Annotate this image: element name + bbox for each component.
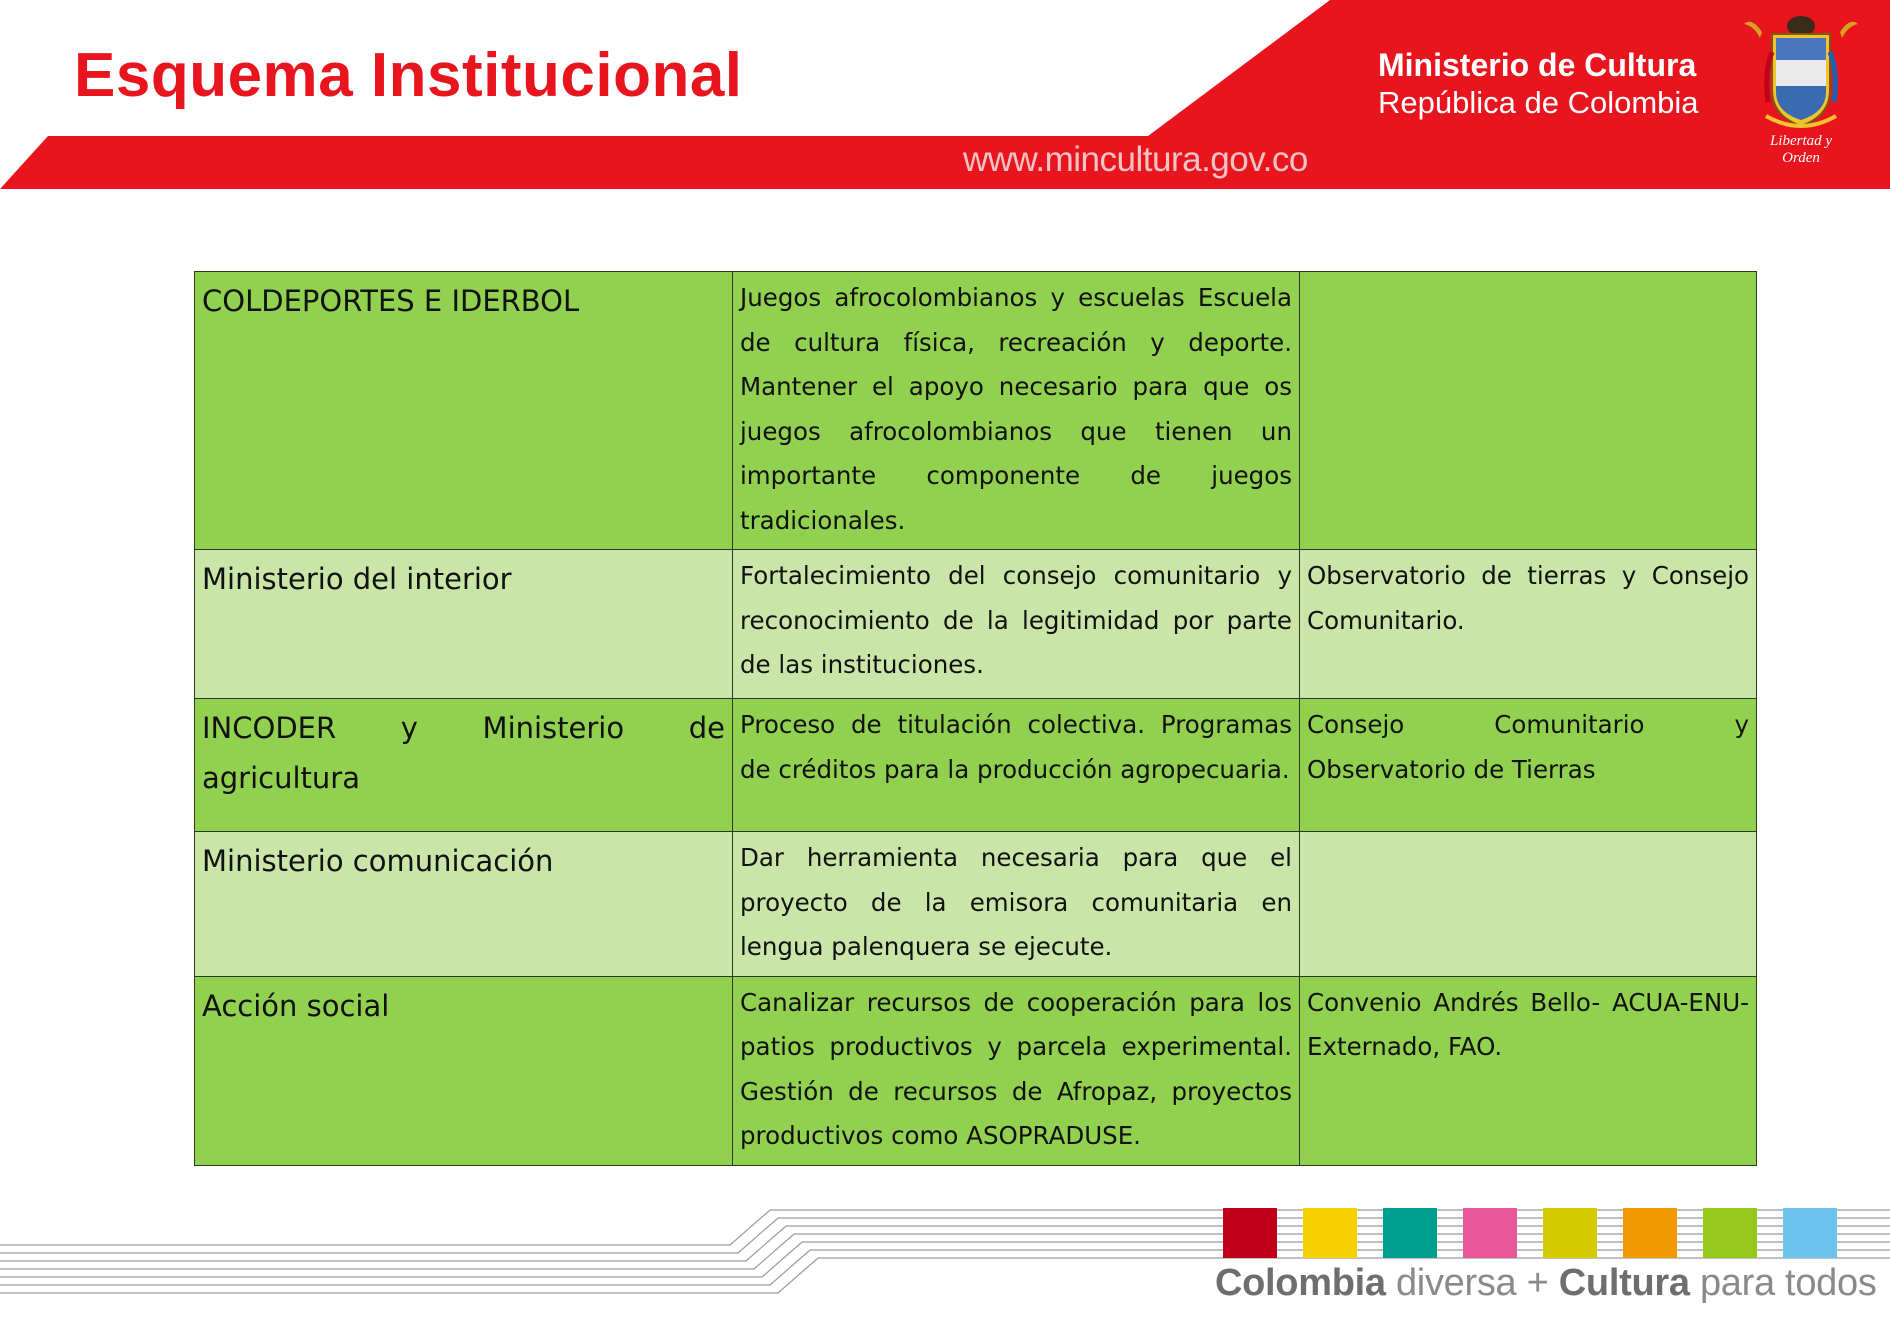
color-square bbox=[1463, 1208, 1517, 1258]
motto-text: Libertad y Orden bbox=[1769, 133, 1833, 166]
description-cell: Proceso de titulación colectiva. Programas de créditos para la producción agropecuaria. bbox=[733, 699, 1300, 832]
color-square bbox=[1383, 1208, 1437, 1258]
entity-cell: Acción social bbox=[195, 976, 733, 1165]
color-square bbox=[1783, 1208, 1837, 1258]
description-cell: Juegos afrocolombianos y escuelas Escuela de cultura física, recreación y deporte. Mantener el apoyo necesario para que os juegos afrocolombianos que tienen un importante componente de juegos tradicionales. bbox=[733, 272, 1300, 550]
footer-slogan bbox=[1215, 1262, 1877, 1305]
table-row bbox=[195, 272, 1757, 550]
slogan-cultura: Cultura bbox=[1558, 1262, 1690, 1304]
color-square bbox=[1623, 1208, 1677, 1258]
third-cell: Convenio Andrés Bello- ACUA-ENU-Externado, FAO. bbox=[1300, 976, 1757, 1165]
third-cell: Consejo Comunitario y Observatorio de Tierras bbox=[1300, 699, 1757, 832]
description-cell: Canalizar recursos de cooperación para los patios productivos y parcela experimental. Gestión de recursos de Afropaz, proyectos productivos como ASOPRADUSE. bbox=[733, 976, 1300, 1165]
entity-cell: INCODER y Ministerio de agricultura bbox=[195, 699, 733, 832]
color-square bbox=[1223, 1208, 1277, 1258]
table-row bbox=[195, 550, 1757, 699]
entity-cell: Ministerio del interior bbox=[195, 550, 733, 699]
website-url: www.mincultura.gov.co bbox=[963, 140, 1308, 179]
page-title: Esquema Institucional bbox=[74, 41, 743, 110]
color-square bbox=[1303, 1208, 1357, 1258]
table-row bbox=[195, 699, 1757, 832]
color-square bbox=[1703, 1208, 1757, 1258]
table-row bbox=[195, 832, 1757, 977]
color-square bbox=[1543, 1208, 1597, 1258]
table-row bbox=[195, 976, 1757, 1165]
entity-cell: Ministerio comunicación bbox=[195, 832, 733, 977]
description-cell: Fortalecimiento del consejo comunitario y reconocimiento de la legitimidad por parte de las instituciones. bbox=[733, 550, 1300, 699]
description-cell: Dar herramienta necesaria para que el proyecto de la emisora comunitaria en lengua palenquera se ejecute. bbox=[733, 832, 1300, 977]
third-cell bbox=[1300, 832, 1757, 977]
slogan-colombia: Colombia bbox=[1215, 1262, 1386, 1304]
institutional-table bbox=[194, 271, 1757, 1166]
slogan-para-todos: para todos bbox=[1689, 1262, 1877, 1304]
third-cell bbox=[1300, 272, 1757, 550]
slogan-diversa: diversa + bbox=[1385, 1262, 1559, 1304]
republic-name: República de Colombia bbox=[1378, 85, 1699, 120]
ministry-name: Ministerio de Cultura bbox=[1378, 47, 1697, 83]
entity-cell: COLDEPORTES E IDERBOL bbox=[195, 272, 733, 550]
coat-of-arms-icon bbox=[1742, 12, 1860, 137]
third-cell: Observatorio de tierras y Consejo Comunitario. bbox=[1300, 550, 1757, 699]
